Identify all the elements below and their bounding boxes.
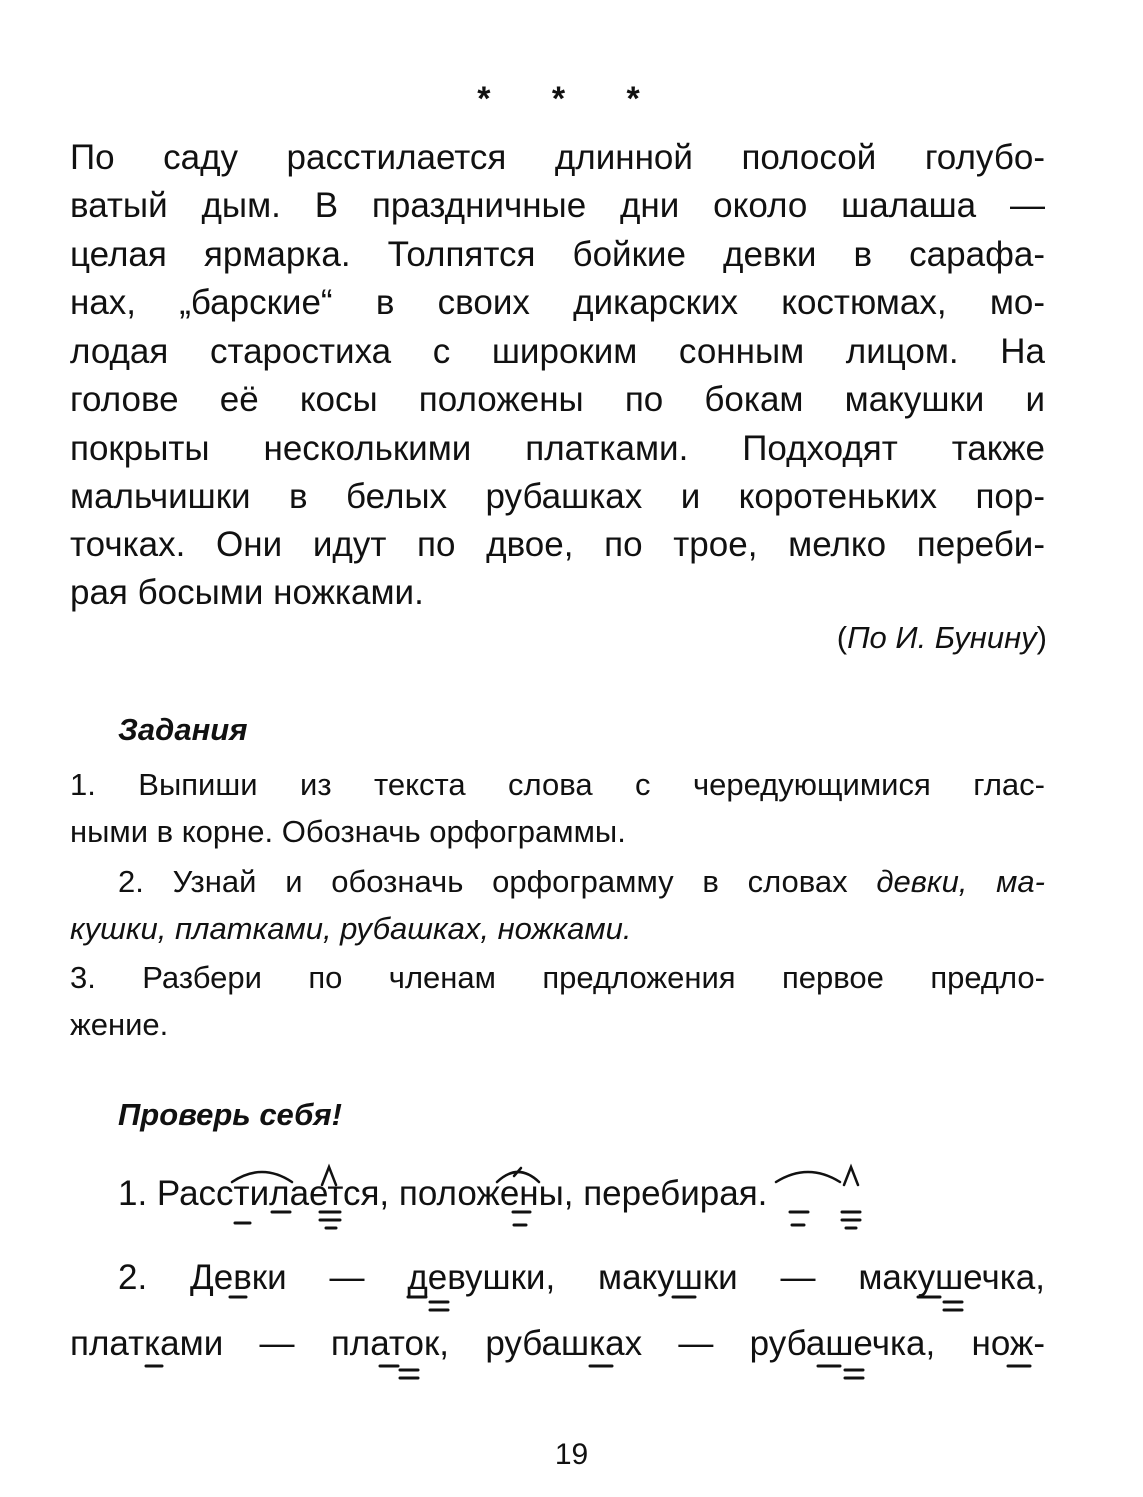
task-2-line-2 <box>70 909 1045 949</box>
passage-line: ватый дым. В праздничные дни около шалаша — <box>70 186 1045 225</box>
passage-line: голове её косы положены по бокам макушки и <box>70 380 1045 419</box>
task-2-words-cont: кушки, платками, рубашках, ножками. <box>70 911 632 946</box>
answer-2-line-1: 2. Девки — девушки, макушки — макушечка, <box>118 1258 1045 1297</box>
passage-line: По саду расстилается длинной полосой голубо- <box>70 138 1045 177</box>
task-3-line-1: 3. Разбери по членам предложения первое предло- <box>70 960 1045 995</box>
task-2-line-1 <box>70 862 1045 902</box>
passage-line: точках. Они идут по двое, по трое, мелко переби- <box>70 525 1045 564</box>
task-2-prefix: 2. Узнай и обозначь орфограмму в словах <box>118 864 877 899</box>
check-heading: Проверь себя! <box>118 1097 342 1132</box>
passage-line: нах, „барские“ в своих дикарских костюмах, мо- <box>70 283 1045 322</box>
passage-line: рая босыми ножками. <box>70 573 424 612</box>
attribution-author: По И. Бунину <box>847 620 1037 655</box>
tasks-heading: Задания <box>118 712 248 747</box>
answer-2-line-2: платками — платок, рубашках — рубашечка, нож- <box>70 1324 1045 1363</box>
attribution-close-paren: ) <box>1036 620 1047 655</box>
task-1-line-1: 1. Выпиши из текста слова с чередующимися глас- <box>70 767 1045 802</box>
passage-line: целая ярмарка. Толпятся бойкие девки в сарафа- <box>70 235 1045 274</box>
passage-line: лодая старостиха с широким сонным лицом. На <box>70 332 1045 371</box>
attribution-open-paren: ( <box>836 620 848 655</box>
passage-line: покрыты несколькими платками. Подходят также <box>70 429 1045 468</box>
answer-1: 1. Расстилается, положены, перебирая. <box>118 1174 768 1213</box>
section-separator: * * * <box>477 80 666 118</box>
task-1-line-2: ными в корне. Обозначь орфограммы. <box>70 814 626 849</box>
passage-line: мальчишки в белых рубашках и коротеньких пор- <box>70 477 1045 516</box>
task-3-line-2: жение. <box>70 1007 169 1042</box>
page-number: 19 <box>554 1438 589 1471</box>
attribution <box>837 620 1047 656</box>
task-2-words: девки, ма- <box>876 864 1045 899</box>
